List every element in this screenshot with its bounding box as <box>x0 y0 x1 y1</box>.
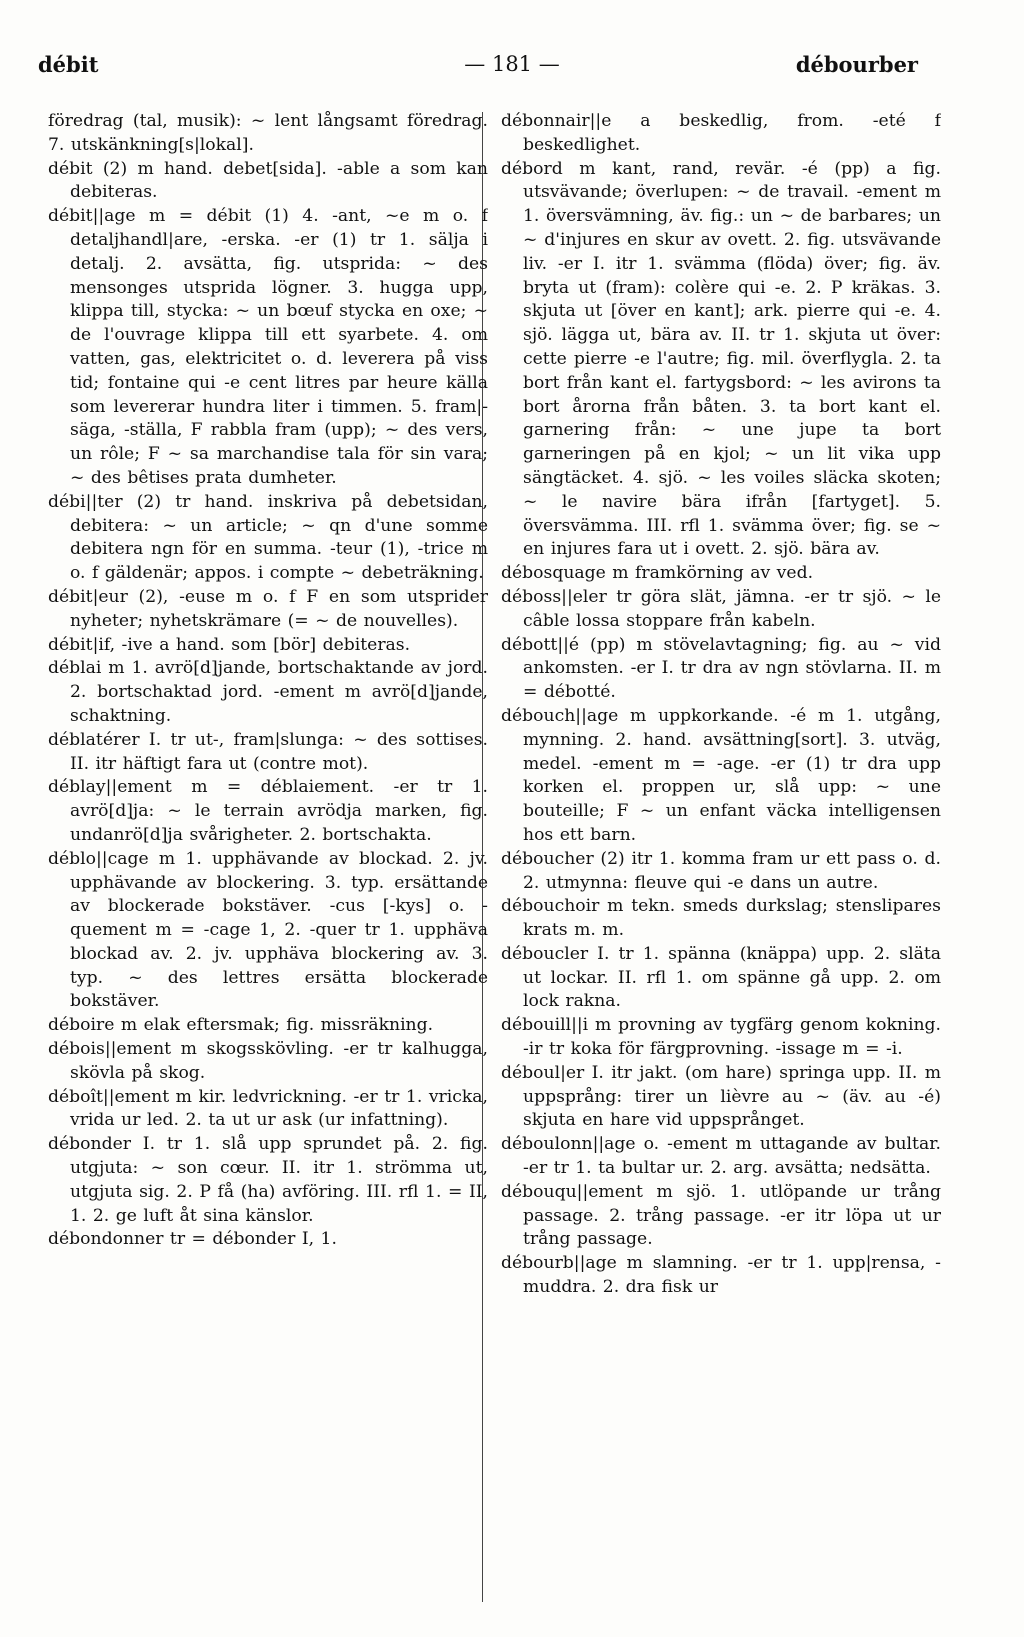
dictionary-entry: débouqu||ement m sjö. 1. utlöpande ur trång passage. 2. trång passage. -er itr löpa ut ur trång passage. <box>501 1181 941 1250</box>
dictionary-entry: débonnair||e a beskedlig, from. -eté f beskedlighet. <box>501 111 941 155</box>
dictionary-entry: déboss||eler tr göra slät, jämna. -er tr sjö. ~ le câble lossa stoppare från kabeln. <box>501 586 941 631</box>
right-column <box>501 110 941 1610</box>
dictionary-entry: débouchoir m tekn. smeds durkslag; stenslipares krats m. m. <box>501 896 941 941</box>
dictionary-entry: déboît||ement m kir. ledvrickning. -er tr 1. vricka, vrida ur led. 2. ta ut ur ask (ur infattning). <box>48 1086 488 1131</box>
dictionary-entry: déboire m elak eftersmak; fig. missräkning. <box>48 1015 434 1036</box>
dictionary-entry: débondonner tr = débonder I, 1. <box>48 1229 337 1250</box>
dictionary-entry: débit|eur (2), -euse m o. f F en som utsprider nyheter; nyhetskrämare (= ~ de nouvelles). <box>48 586 488 631</box>
page-number: — 181 — <box>464 52 560 76</box>
dictionary-entry: déboul|er I. itr jakt. (om hare) springa upp. II. m uppsprång: tirer un lièvre au ~ (äv. au -é) skjuta en hare vid uppsprånget. <box>501 1062 941 1131</box>
dictionary-entry: débosquage m framkörning av ved. <box>501 563 814 584</box>
dictionary-entry: déboucher (2) itr 1. komma fram ur ett pass o. d. 2. utmynna: fleuve qui -e dans un autre. <box>501 848 941 893</box>
dictionary-entry: débott||é (pp) m stövelavtagning; fig. au ~ vid ankomsten. -er I. tr dra av ngn stövlarna. II. m = débotté. <box>501 634 941 703</box>
left-column <box>48 110 488 1610</box>
dictionary-entry: débord m kant, rand, revär. -é (pp) a fig. utsvävande; överlupen: ~ de travail. -ement m 1. översvämning, äv. fig.: un ~ de barbares; un ~ d'injures en skur av ovett. 2. fig. utsvävande liv. -er I. itr 1. svämma (flöda) över; fig. äv. bryta ut (fram): colère qui -e. 2. P kräkas. 3. skjuta ut [över en kant]; ark. pierre qui -e. 4. sjö. lägga ut, bära av. II. tr 1. skjuta ut över: cette pierre -e l'autre; fig. mil. överflygla. 2. ta bort från kant el. fartygsbord: ~ les avirons ta bort årorna från båten. 3. ta bort kant el. garnering från: ~ une jupe ta bort garneringen på en kjol; ~ un lit vika upp sängtäcket. 4. sjö. ~ les voiles släcka skoten; ~ le navire bära ifrån [fartyget]. 5. översvämma. III. rfl 1. svämma över; fig. se ~ en injures fara ut i ovett. 2. sjö. bära av. <box>501 158 941 560</box>
dictionary-entry: débit|if, -ive a hand. som [bör] debiteras. <box>48 634 411 655</box>
dictionary-entry: déboucler I. tr 1. spänna (knäppa) upp. 2. släta ut lockar. II. rfl 1. om spänne gå upp. 2. om lock rakna. <box>501 943 941 1012</box>
dictionary-entry: débourb||age m slamning. -er tr 1. upp|rensa, -muddra. 2. dra fisk ur <box>501 1253 941 1298</box>
dictionary-entry: débonder I. tr 1. slå upp sprundet på. 2. fig. utgjuta: ~ son cœur. II. itr 1. strömma ut, utgjuta sig. 2. P få (ha) avföring. III. rfl 1. = II, 1. 2. ge luft åt sina känslor. <box>48 1134 488 1226</box>
page-header <box>0 0 1024 100</box>
dictionary-entry: débit||age m = débit (1) 4. -ant, ~e m o. f detaljhandl|are, -erska. -er (1) tr 1. sälja i detalj. 2. avsätta, fig. utsprida: ~ des mensonges utsprida lögner. 3. hugga upp, klippa till, stycka: ~ un bœuf stycka en oxe; ~ de l'ouvrage klippa till ett syarbete. 4. om vatten, gas, elektricitet o. d. leverera på viss tid; fontaine qui -e cent litres par heure källa som levererar hundra liter i timmen. 5. fram|-säga, -ställa, F rabbla fram (upp); ~ des vers, un rôle; F ~ sa marchandise tala för sin vara; ~ des bêtises prata dumheter. <box>48 206 488 488</box>
dictionary-entry: déblo||cage m 1. upphävande av blockad. 2. jv. upphävande av blockering. 3. typ. ersättande av blockerade bokstäver. -cus [-kys] o. -quement m = -cage 1, 2. -quer tr 1. upphäva blockad av. 2. jv. upphäva blockering av. 3. typ. ~ des lettres ersätta blockerade bokstäver. <box>48 848 488 1012</box>
dictionary-entry: déblai m 1. avrö[d]jande, bortschaktande av jord. 2. bortschaktad jord. -ement m avrö[d]jande, schaktning. <box>48 658 488 726</box>
dictionary-entry: débois||ement m skogsskövling. -er tr kalhugga, skövla på skog. <box>48 1039 488 1083</box>
dictionary-entry: débouill||i m provning av tygfärg genom kokning. -ir tr koka för färgprovning. -issage m = -i. <box>501 1015 941 1060</box>
right-running-headword: débourber <box>795 52 918 77</box>
dictionary-entry: déblatérer I. tr ut-, fram|slunga: ~ des sottises. II. itr häftigt fara ut (contre mot). <box>48 729 488 774</box>
dictionary-entry: déboulonn||age o. -ement m uttagande av bultar. -er tr 1. ta bultar ur. 2. arg. avsätta; nedsätta. <box>501 1134 941 1179</box>
dictionary-entry: débi||ter (2) tr hand. inskriva på debetsidan, debitera: ~ un article; ~ qn d'une somme debitera ngn för en summa. -teur (1), -trice m o. f gäldenär; appos. i compte ~ debeträkning. <box>48 491 488 584</box>
dictionary-entry: débouch||age m uppkorkande. -é m 1. utgång, mynning. 2. hand. avsättning[sort]. 3. utväg, medel. -ement m = -age. -er (1) tr dra upp korken el. proppen ur, slå upp: ~ une bouteille; F ~ un enfant väcka intelligensen hos ett barn. <box>501 705 941 845</box>
dictionary-entry: déblay||ement m = déblaiement. -er tr 1. avrö[d]ja: ~ le terrain avrödja marken, fig. undanrö[d]ja svårigheter. 2. bortschakta. <box>48 777 488 845</box>
left-running-headword: débit <box>38 52 99 77</box>
dictionary-entry: débit (2) m hand. debet[sida]. -able a som kan debiteras. <box>48 158 488 203</box>
dictionary-entry: föredrag (tal, musik): ~ lent långsamt föredrag. 7. utskänkning[s|lokal]. <box>48 111 488 155</box>
